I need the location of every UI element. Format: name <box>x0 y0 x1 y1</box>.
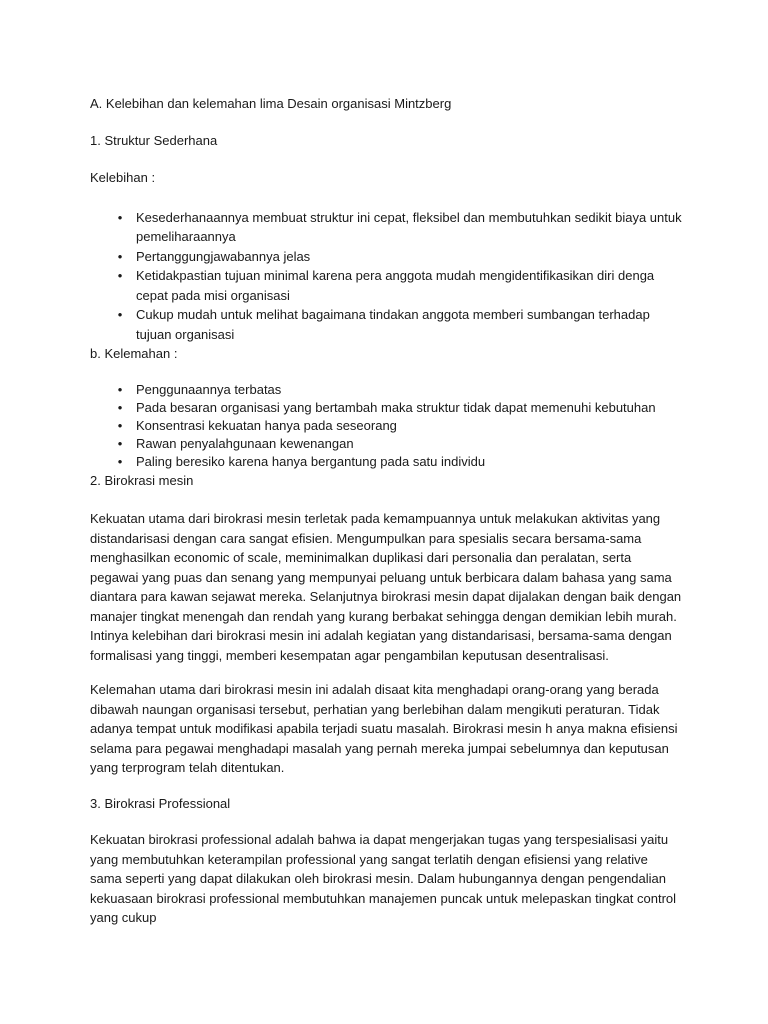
list-item-text: Cukup mudah untuk melihat bagaimana tindakan anggota memberi sumbangan terhadap tujuan organisasi <box>136 307 650 342</box>
kelemahan-list <box>90 381 682 471</box>
document-body <box>90 94 682 943</box>
section-title-struktur-sederhana: 1. Struktur Sederhana <box>90 132 218 148</box>
bullet-icon: • <box>117 209 123 225</box>
bullet-icon: • <box>117 435 123 451</box>
list-item-text: Konsentrasi kekuatan hanya pada seseorang <box>136 417 397 433</box>
paragraph-birokrasi-professional: Kekuatan birokrasi professional adalah bahwa ia dapat mengerjakan tugas yang terspesialisasi yaitu yang membutuhkan keterampilan professional yang sangat terlatih dengan efisiensi yang relative sama seperti yang dapat dilakukan oleh birokrasi mesin. Dalam hubungannya dengan pengendalian kekuasaan birokrasi professional membutuhkan manajemen puncak untuk melepaskan tingkat control yang cukup <box>90 832 677 925</box>
list-item <box>90 208 682 247</box>
list-item-text: Penggunaannya terbatas <box>136 381 282 397</box>
bullet-icon: • <box>117 268 123 283</box>
list-item <box>90 435 682 453</box>
list-item <box>90 417 682 435</box>
list-item-text: Pertanggungjawabannya jelas <box>136 248 311 264</box>
section-title-birokrasi-mesin: 2. Birokrasi mesin <box>90 472 194 488</box>
bullet-icon: • <box>117 381 123 397</box>
kelebihan-list <box>90 208 682 345</box>
bullet-icon: • <box>117 248 123 264</box>
bullet-icon: • <box>117 399 123 415</box>
list-item <box>90 266 682 305</box>
section-title-birokrasi-professional: 3. Birokrasi Professional <box>90 795 231 811</box>
bullet-icon: • <box>117 417 123 433</box>
list-item <box>90 381 682 399</box>
list-item-text: Paling beresiko karena hanya bergantung pada satu individu <box>136 453 486 469</box>
kelemahan-label: b. Kelemahan : <box>90 346 178 361</box>
list-item <box>90 305 682 344</box>
list-item-text: Rawan penyalahgunaan kewenangan <box>136 435 354 451</box>
list-item <box>90 247 682 267</box>
document-heading: A. Kelebihan dan kelemahan lima Desain organisasi Mintzberg <box>90 96 452 111</box>
list-item <box>90 453 682 471</box>
paragraph-birokrasi-mesin-kelemahan: Kelemahan utama dari birokrasi mesin ini adalah disaat kita menghadapi orang-orang yang berada dibawah naungan organisasi tersebut, perhatian yang berlebihan dalam mengikuti peraturan. Tidak adanya tempat untuk modifikasi apabila terjadi suatu masalah. Birokrasi mesin h anya makna efisiensi selama para pegawai menghadapi masalah yang pernah mereka jumpai sebelumnya dan keputusan yang terprogram telah ditentukan. <box>90 682 678 775</box>
list-item-text: Kesederhanaannya membuat struktur ini cepat, fleksibel dan membutuhkan sedikit biaya untuk pemeliharaannya <box>136 209 682 244</box>
list-item-text: Pada besaran organisasi yang bertambah maka struktur tidak dapat memenuhi kebutuhan <box>136 399 656 415</box>
bullet-icon: • <box>117 307 123 322</box>
paragraph-birokrasi-mesin-kekuatan: Kekuatan utama dari birokrasi mesin terletak pada kemampuannya untuk melakukan aktivitas yang distandarisasi dengan cara sangat efisien. Mengumpulkan para spesialis secara bersama-sama menghasilkan economic of scale, meminimalkan duplikasi dari personalia dan peralatan, serta pegawai yang puas dan senang yang mempunyai peluang untuk berbicara dalam bahasa yang sama diantara para kawan sejawat mereka. Selanjutnya birokrasi mesin dapat dijalakan dengan baik dengan manajer tingkat menengah dan rendah yang kurang berbakat sehingga dengan demikian lebih murah. Intinya kelebihan dari birokrasi mesin ini adalah kegiatan yang distandarisasi, bersama-sama dengan formalisasi yang tinggi, memberi kesempatan agar pengambilan keputusan desentralisasi. <box>90 511 682 663</box>
list-item-text: Ketidakpastian tujuan minimal karena pera anggota mudah mengidentifikasikan diri denga cepat pada misi organisasi <box>136 268 655 303</box>
list-item <box>90 399 682 417</box>
kelebihan-label: Kelebihan : <box>90 170 156 185</box>
bullet-icon: • <box>117 453 123 469</box>
